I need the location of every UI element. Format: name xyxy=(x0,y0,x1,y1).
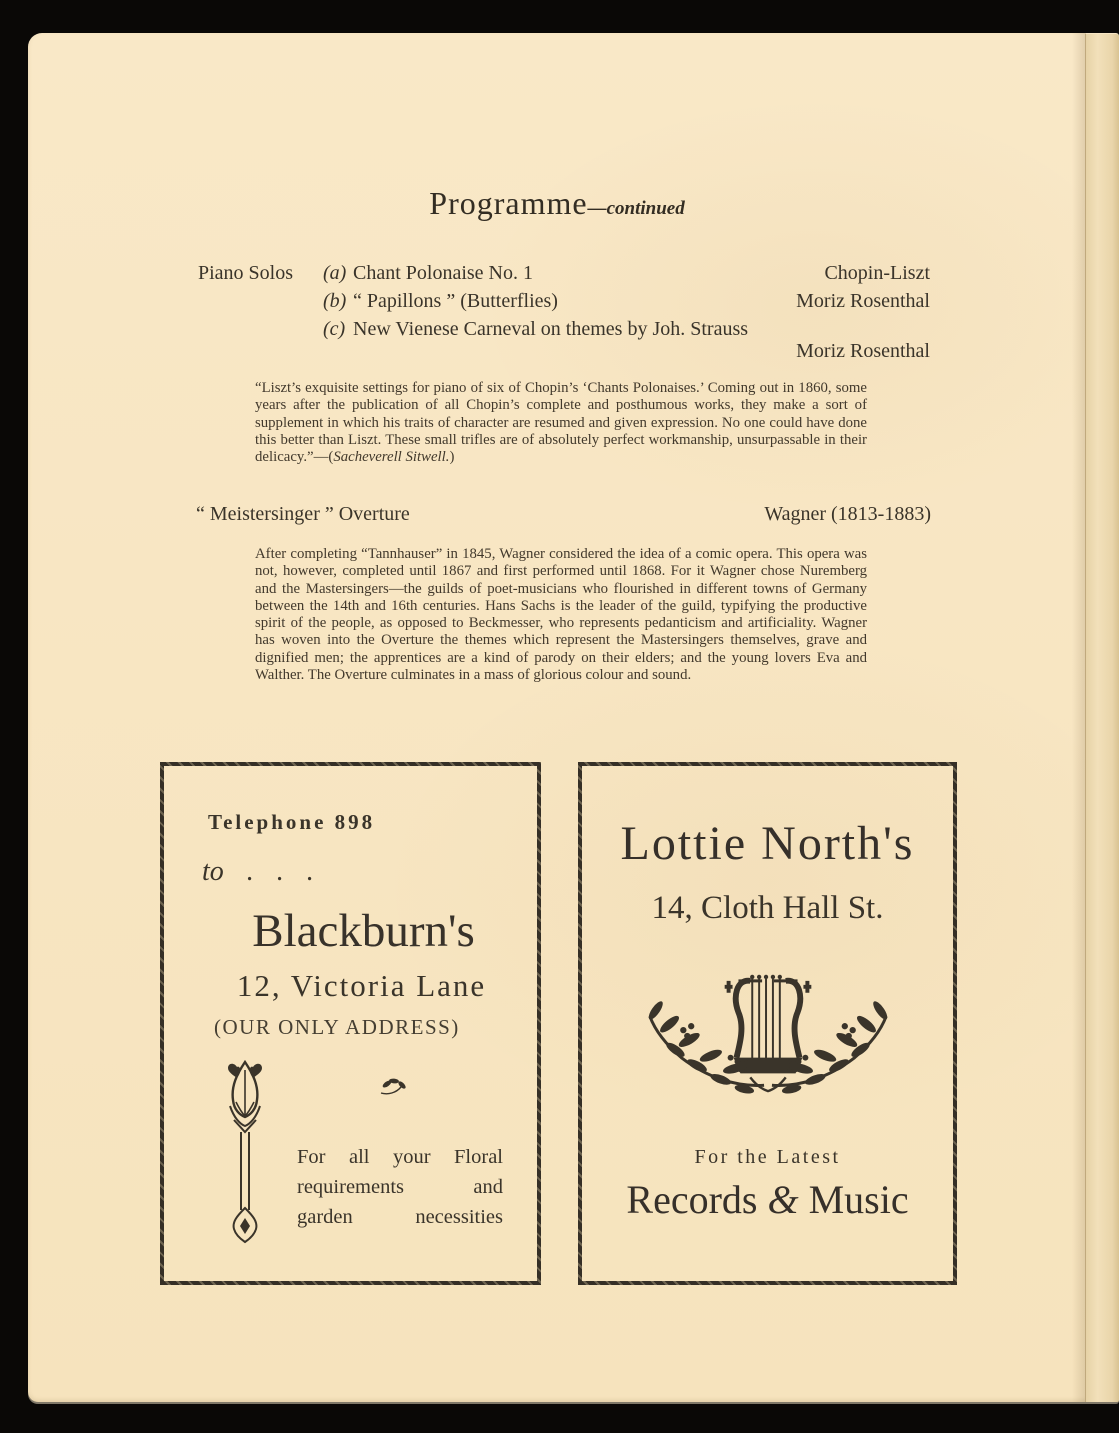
piano-solos-label: Piano Solos xyxy=(198,262,294,284)
work-title-b: “ Papillons ” (Butterflies) xyxy=(353,290,558,312)
page-title-main: Programme xyxy=(429,185,588,221)
liszt-quote xyxy=(255,380,867,466)
page-title-continued: —continued xyxy=(587,198,685,219)
programme-row-a xyxy=(198,262,930,288)
overture-row xyxy=(196,503,931,526)
item-mark-c: (c) xyxy=(323,318,346,340)
blackburns-address: 12, Victoria Lane xyxy=(236,968,487,1003)
programme-row-b xyxy=(198,290,930,316)
composer-c: Moriz Rosenthal xyxy=(796,340,930,362)
tagline-line-3: garden necessities xyxy=(297,1206,503,1228)
programme-page xyxy=(28,33,1119,1402)
lottie-for-line: For the Latest xyxy=(694,1146,841,1168)
tagline-line-2: requirements and xyxy=(297,1176,503,1198)
tagline-line-1: For all your Floral xyxy=(297,1146,503,1168)
art-nouveau-tulip-icon xyxy=(222,1058,268,1248)
music-word: Music xyxy=(808,1177,909,1222)
programme-row-c-composer xyxy=(198,340,930,366)
lyre-with-laurel-icon xyxy=(640,966,896,1108)
records-word: Records xyxy=(626,1177,758,1222)
blackburns-telephone: Telephone 898 xyxy=(208,810,376,834)
ampersand: & xyxy=(767,1177,799,1222)
liszt-quote-attribution: Sacheverell Sitwell. xyxy=(333,449,450,466)
leaf-sprig-fleuron-icon xyxy=(378,1076,408,1098)
page-fore-edge xyxy=(1085,34,1119,1402)
ad-lottie-norths xyxy=(578,762,957,1285)
work-title-c: New Vienese Carneval on themes by Joh. Strauss xyxy=(353,318,749,340)
page-content xyxy=(28,33,1086,1402)
composer-a: Chopin-Liszt xyxy=(824,262,930,284)
liszt-quote-close: ) xyxy=(449,449,455,466)
page-title xyxy=(28,185,1086,222)
work-title-a: Chant Polonaise No. 1 xyxy=(353,262,533,284)
ad-blackburns xyxy=(160,762,541,1285)
blackburns-address-note: (OUR ONLY ADDRESS) xyxy=(214,1015,460,1039)
blackburns-to-line: to . . . xyxy=(202,856,314,887)
overture-title: “ Meistersinger ” Overture xyxy=(196,503,410,525)
item-mark-b: (b) xyxy=(323,290,347,312)
blackburns-tagline xyxy=(297,1142,503,1232)
wagner-note: After completing “Tannhauser” in 1845, Wagner considered the idea of a comic opera. This opera was not, however, completed until 1867 and first performed until 1868. For it Wagner chose Nuremberg and the Mastersingers—the guilds of poet-musicians who flourished in different towns of Germany between the 14th and 16th centuries. Hans Sachs is the leader of the guild, typifying the productive spirit of the people, as opposed to Beckmesser, who represents pedanticism and artificiality. Wagner has woven into the Overture the themes which represent the Mastersingers themselves, grave and dignified men; the apprentices are a kind of parody on their elders; and the young lovers Eva and Walther. The Overture culminates in a mass of glorious colour and sound. xyxy=(255,546,867,684)
lottie-norths-name: Lottie North's xyxy=(620,817,915,870)
blackburns-name: Blackburn's xyxy=(252,905,475,957)
item-mark-a: (a) xyxy=(323,262,347,284)
lottie-norths-address: 14, Cloth Hall St. xyxy=(651,890,884,926)
overture-composer: Wagner (1813-1883) xyxy=(764,503,931,525)
liszt-quote-text: “Liszt’s exquisite settings for piano of six of Chopin’s ‘Chants Polonaises.’ Coming out in 1860, some years after the publication of all Chopin’s complete and posthumous works, they make a sort of supplement in which his traits of character are resumed and given expression. No one could have done this better than Liszt. These small trifles are of absolutely perfect workmanship, unsurpassable in their delicacy.”—( xyxy=(255,380,867,466)
composer-b: Moriz Rosenthal xyxy=(796,290,930,312)
lottie-records-line xyxy=(582,1176,953,1223)
